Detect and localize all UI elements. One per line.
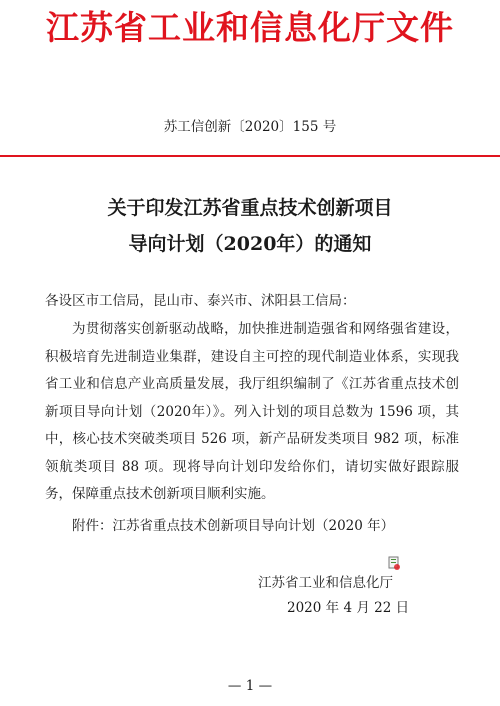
document-title-line-1: 关于印发江苏省重点技术创新项目 — [107, 197, 393, 219]
seal-icon — [387, 555, 401, 571]
document-number: 苏工信创新〔2020〕155 号 — [163, 119, 337, 135]
salutation: 各设区市工信局，昆山市、泰兴市、沭阳县工信局： — [45, 293, 356, 309]
document-masthead: 江苏省工业和信息化厅文件 — [46, 8, 454, 47]
document-title-line-2: 导向计划（2020年）的通知 — [128, 233, 372, 255]
attachment-line: 附件：江苏省重点技术创新项目导向计划（2020 年） — [72, 518, 395, 534]
page-number: — 1 — — [227, 678, 273, 694]
issue-date: 2020 年 4 月 22 日 — [287, 600, 410, 616]
issuer-signature: 江苏省工业和信息化厅 — [258, 575, 393, 591]
body-paragraph: 为贯彻落实创新驱动战略，加快推进制造强省和网络强省建设，积极培育先进制造业集群，建设自主可控的现代制造业体系，实现我省工业和信息产业高质量发展，我厅组织编制了《江苏省重点技术创新项目导向计划（2020年）》。列入计划的项目总数为 1596 项，其中，核心技术突破类项目 526 项，新产品研发类项目 982 项，标准领航类项目 88 项。现将导向计划印发给你们，请切实做好跟踪服务，保障重点技术创新项目顺利实施。 — [45, 321, 459, 502]
red-divider — [0, 155, 500, 157]
